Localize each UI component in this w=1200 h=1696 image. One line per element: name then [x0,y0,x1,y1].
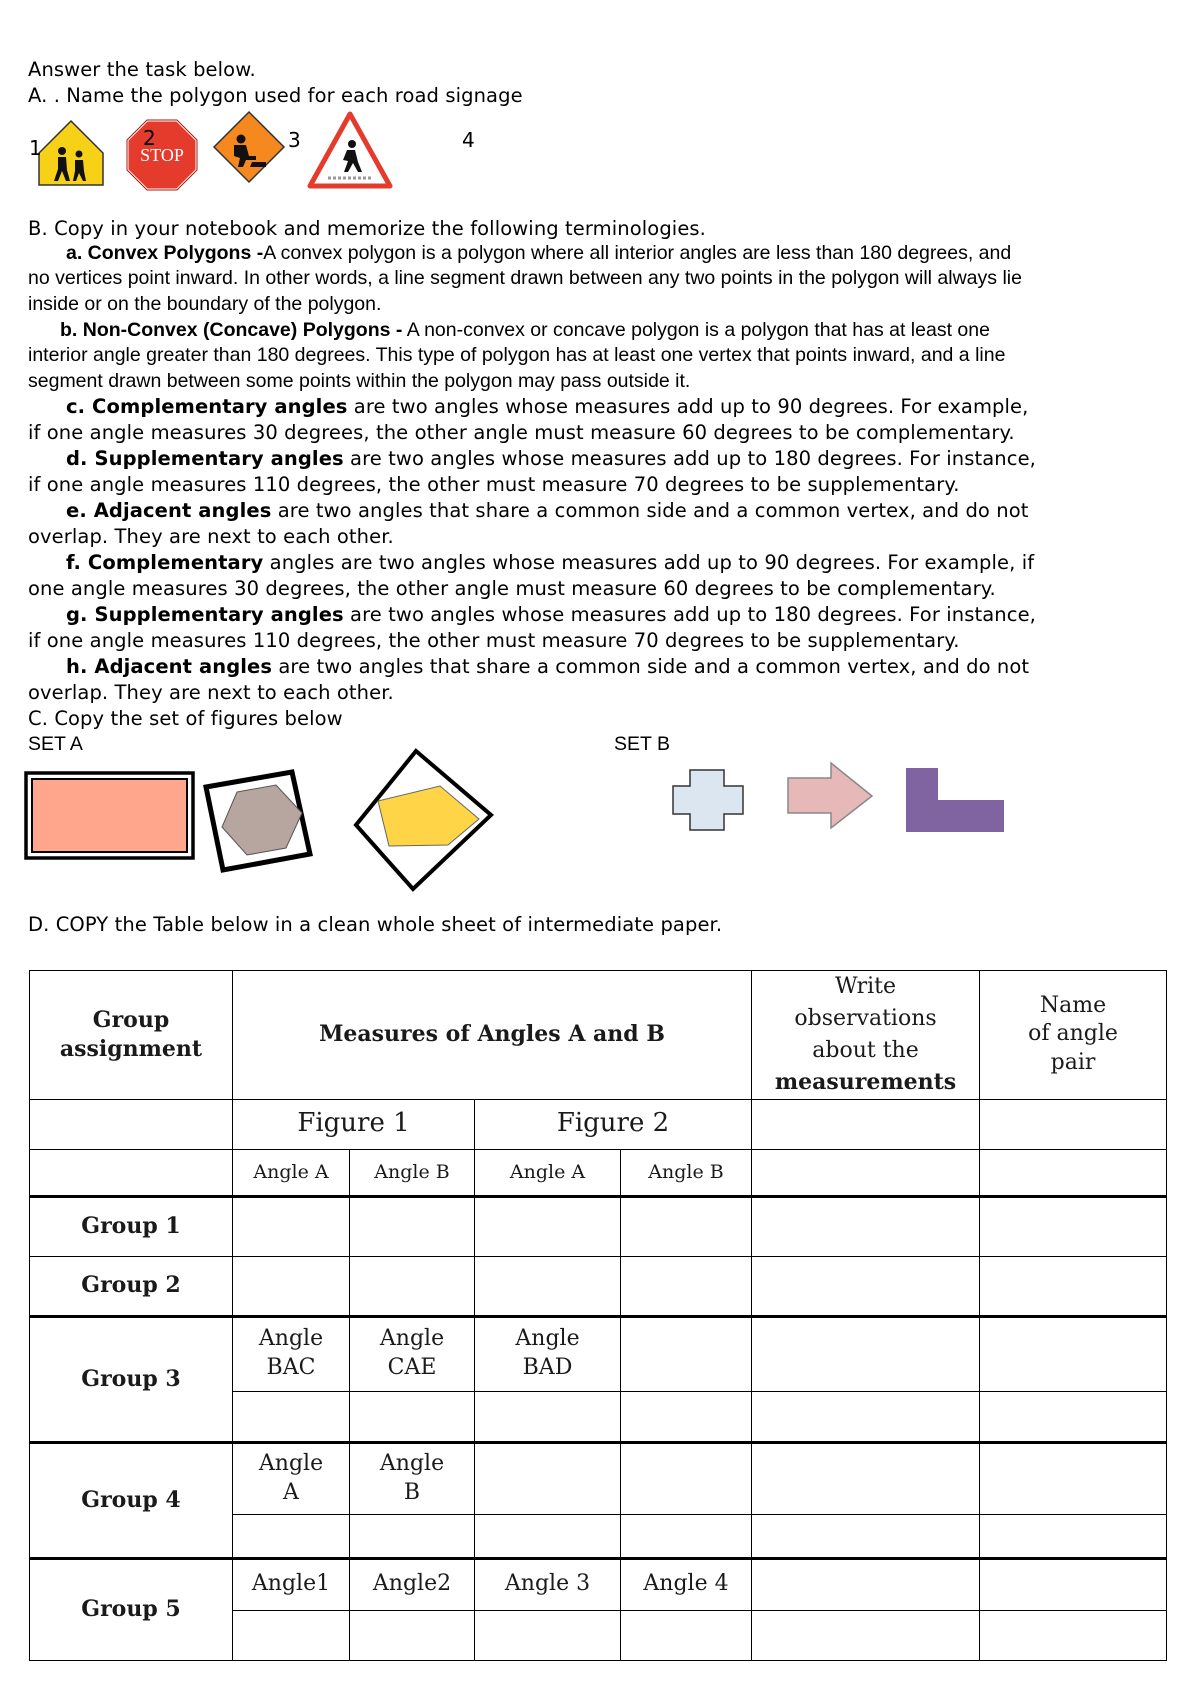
term-supplementary-2: g. Supplementary angles [66,603,344,626]
set-b-label: SET B [614,733,670,755]
term-complementary: c. Complementary angles [66,395,348,418]
header-group-assignment: Group assignment [30,971,233,1100]
term-text: one angle measures 30 degrees, the other angle must measure 60 degrees to be complementary. [28,577,996,600]
term-text: if one angle measures 110 degrees, the other must measure 70 degrees to be supplementary. [28,473,960,496]
term-text: are two angles that share a common side and a common vertex, and do not [272,655,1030,678]
term-text: A non-convex or concave polygon is a polygon that has at least one [402,319,990,341]
header-measures: Measures of Angles A and B [233,971,752,1100]
term-text: overlap. They are next to each other. [28,681,394,704]
sign-number: 4 [462,128,475,152]
sign-number: 3 [288,128,301,152]
part-c-title: C. Copy the set of figures below [28,707,343,730]
set-a-figures [20,745,500,895]
cross-figure [673,770,743,830]
term-text: no vertices point inward. In other words, a line segment drawn between any two points in the polygon will always lie [28,267,1022,289]
term-text: are two angles that share a common side and a common vertex, and do not [271,499,1029,522]
term-text: segment drawn between some points within the polygon may pass outside it. [28,370,691,392]
stop-sign-text: STOP [140,145,184,165]
term-text: are two angles whose measures add up to 90 degrees. For example, [347,395,1029,418]
term-complementary-line-1 [66,395,1028,418]
term-text: if one angle measures 110 degrees, the other must measure 70 degrees to be supplementary. [28,629,960,652]
angle1-cell: Angle1 [233,1558,350,1610]
term-adjacent-line-1 [66,499,1029,522]
angle-a-header: Angle A [475,1149,621,1196]
term-concave: b. Non-Convex (Concave) Polygons - [60,319,403,341]
men-at-work-sign-icon [212,110,286,184]
term-text: if one angle measures 30 degrees, the other angle must measure 60 degrees to be complementary. [28,421,1015,444]
part-b-title: B. Copy in your notebook and memorize the following terminologies. [28,217,706,240]
header-observations: Write observations about the measurements [752,971,980,1100]
term-text: A convex polygon is a polygon where all interior angles are less than 180 degrees, and [263,242,1012,264]
table-cell [752,1099,980,1149]
set-a-label: SET A [28,733,83,755]
sign-number: 1 [29,136,42,160]
term-text: overlap. They are next to each other. [28,525,394,548]
term-text: angles are two angles whose measures add up to 90 degrees. For example, if [263,551,1035,574]
angle-measures-table [29,970,1167,1661]
term-supplementary-2-line-1 [66,603,1036,626]
angle3-cell: Angle 3 [475,1558,621,1610]
group-3-label: Group 3 [30,1316,233,1442]
angle-bac-cell: Angle BAC [233,1316,350,1391]
figure-2-header: Figure 2 [475,1099,752,1149]
group-5-label: Group 5 [30,1558,233,1660]
table-cell [30,1149,233,1196]
term-supplementary: d. Supplementary angles [66,447,344,470]
term-supplementary-line-1 [66,447,1036,470]
term-complementary-2: f. Complementary [66,551,264,574]
header-angle-pair-name: Name of angle pair [980,971,1167,1100]
group-4-label: Group 4 [30,1442,233,1558]
term-text: inside or on the boundary of the polygon. [28,293,382,315]
term-adjacent: e. Adjacent angles [66,499,272,522]
term-text: interior angle greater than 180 degrees. This type of polygon has at least one vertex that points inward, and a line [28,344,1006,366]
part-d-title: D. COPY the Table below in a clean whole sheet of intermediate paper. [28,913,723,936]
table-cell [752,1149,980,1196]
pentagon-figure [378,786,479,846]
angle-cae-cell: Angle CAE [350,1316,475,1391]
angle4-cell: Angle 4 [621,1558,752,1610]
angle-b-cell: Angle B [350,1442,475,1514]
angle-a-cell: Angle A [233,1442,350,1514]
angle2-cell: Angle2 [350,1558,475,1610]
term-adjacent-2-line-1 [66,655,1029,678]
angle-bad-cell: Angle BAD [475,1316,621,1391]
angle-b-header: Angle B [621,1149,752,1196]
table-cell [30,1099,233,1149]
term-convex-line-1 [66,242,1011,265]
set-b-figures [668,758,1008,858]
stop-sign-icon [125,118,199,192]
angle-a-header: Angle A [233,1149,350,1196]
group-1-label: Group 1 [30,1196,233,1256]
table-cell [980,1149,1167,1196]
table-cell [980,1099,1167,1149]
sign-number: 2 [143,126,156,150]
arrow-figure [788,763,872,828]
term-text: are two angles whose measures add up to 180 degrees. For instance, [343,603,1036,626]
figure-1-header: Figure 1 [233,1099,475,1149]
instruction-text: Answer the task below. [28,58,256,81]
term-text: are two angles whose measures add up to 180 degrees. For instance, [343,447,1036,470]
group-2-label: Group 2 [30,1256,233,1316]
term-convex: a. Convex Polygons - [66,242,264,264]
term-concave-line-1 [60,319,990,342]
part-a-title: A. . Name the polygon used for each road signage [28,84,523,107]
hexagon-figure [222,785,302,855]
term-complementary-2-line-1 [66,551,1034,574]
angle-b-header: Angle B [350,1149,475,1196]
l-shape-figure [906,768,1004,832]
school-crossing-sign-icon [36,118,106,188]
term-adjacent-2: h. Adjacent angles [66,655,273,678]
pedestrian-crossing-sign-icon [306,110,394,190]
rectangle-figure [32,779,187,852]
